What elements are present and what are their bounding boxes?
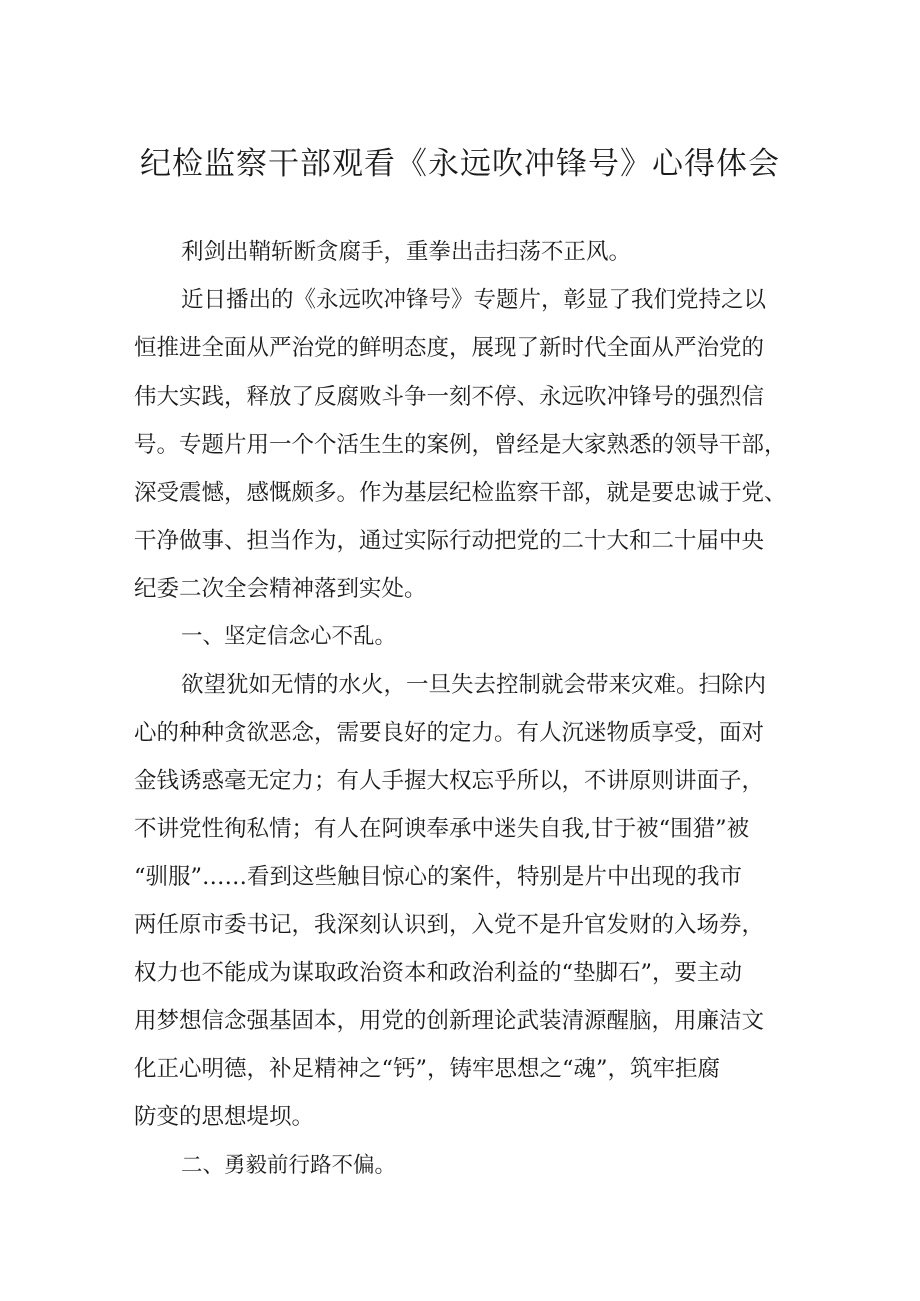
paragraph-line: 心的种种贪欲恶念，需要良好的定力。有人沉迷物质享受，面对 (134, 720, 765, 746)
paragraph-line: 近日播出的《永远吹冲锋号》专题片，彰显了我们党持之以 (181, 287, 767, 313)
paragraph-line: 利剑出鞘斩断贪腐手，重拳出击扫荡不正风。 (181, 239, 632, 265)
paragraph-line: 欲望犹如无情的水火，一旦失去控制就会带来灾难。扫除内 (181, 672, 767, 698)
paragraph-line: 两任原市委书记，我深刻认识到，入党不是升官发财的入场券， (134, 912, 765, 938)
section-heading: 二、勇毅前行路不偏。 (181, 1153, 397, 1178)
paragraph-line: 号。专题片用一个个活生生的案例，曾经是大家熟悉的领导干部， (134, 432, 787, 458)
paragraph-line: 金钱诱惑毫无定力；有人手握大权忘乎所以，不讲原则讲面子， (134, 768, 765, 794)
paragraph-line: 不讲党性徇私情；有人在阿谀奉承中迷失自我,甘于被“围猎”被 (134, 816, 750, 842)
paragraph-line: “驯服”……看到这些触目惊心的案件，特别是片中出现的我市 (134, 864, 743, 890)
section-heading: 一、坚定信念心不乱。 (181, 624, 397, 649)
paragraph-line: 恒推进全面从严治党的鲜明态度，展现了新时代全面从严治党的 (134, 335, 765, 361)
document-title: 纪检监察干部观看《永远吹冲锋号》心得体会 (140, 146, 780, 182)
paragraph-line: 化正心明德，补足精神之“钙”，铸牢思想之“魂”，筑牢拒腐 (134, 1056, 721, 1082)
paragraph-line: 用梦想信念强基固本，用党的创新理论武装清源醒脑，用廉洁文 (134, 1008, 765, 1034)
paragraph-line: 纪委二次全会精神落到实处。 (134, 576, 427, 602)
paragraph-line: 权力也不能成为谋取政治资本和政治利益的“垫脚石”，要主动 (134, 960, 743, 986)
paragraph-line: 防变的思想堤坝。 (134, 1104, 315, 1130)
paragraph-line: 干净做事、担当作为，通过实际行动把党的二十大和二十届中央 (134, 528, 765, 554)
paragraph-line: 伟大实践，释放了反腐败斗争一刻不停、永远吹冲锋号的强烈信 (134, 384, 765, 410)
paragraph-line: 深受震憾，感慨颇多。作为基层纪检监察干部，就是要忠诚于党、 (134, 480, 787, 506)
